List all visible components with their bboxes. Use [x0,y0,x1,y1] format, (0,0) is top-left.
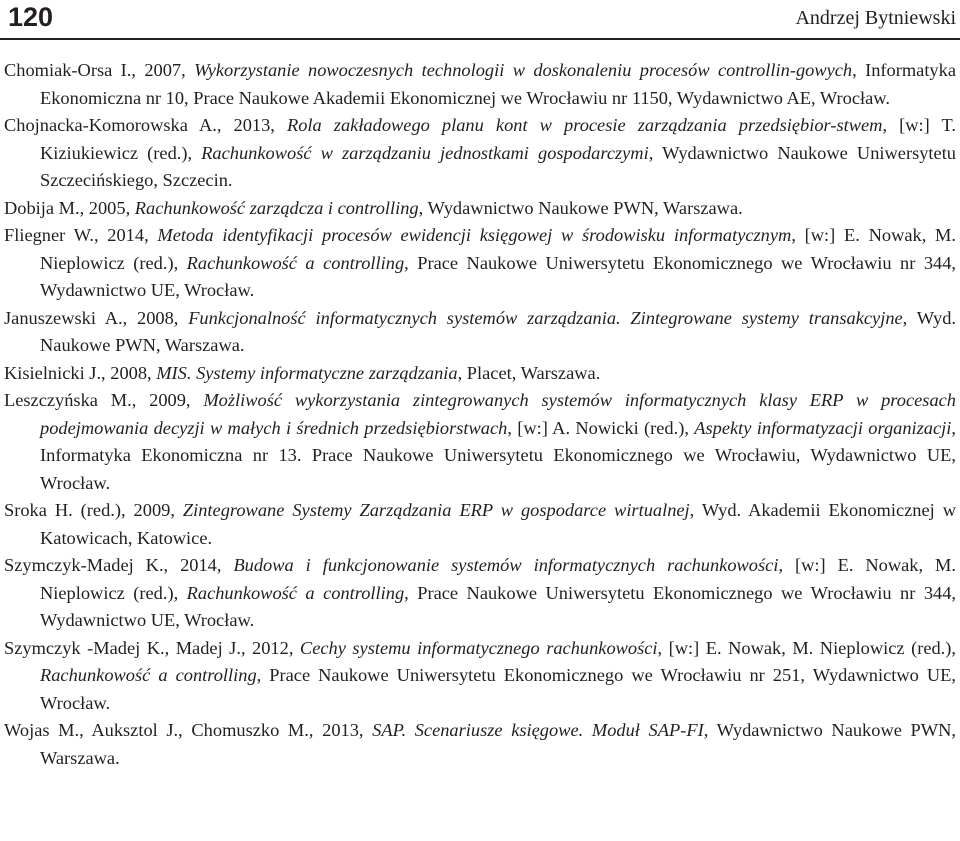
reference-title: Rachunkowość a controlling [186,252,405,273]
reference-title: Rachunkowość a controlling [40,665,257,685]
reference-entry [0,360,956,388]
reference-text: Szymczyk-Madej K., 2014, [4,555,234,575]
reference-text: , [w:] A. Nowicki (red.), [507,417,695,438]
reference-title: Rachunkowość a controlling [186,582,405,603]
reference-entry [0,552,956,635]
reference-text: Leszczyńska M., 2009, [4,390,204,410]
reference-text: , [w:] E. Nowak, M. Nieplowicz (red.), [657,637,956,658]
reference-title: Zintegrowane Systemy Zarządzania ERP w gospodarce wirtualnej [182,500,690,520]
reference-text: , [w:] E. Nowak, M. Nieplowicz (red.), [40,555,956,603]
reference-entry [0,497,956,552]
reference-text: Chomiak-Orsa I., 2007, [4,60,195,80]
reference-title: SAP. Scenariusze księgowe. Moduł SAP-FI [372,720,704,740]
reference-text: Fliegner W., 2014, [4,225,158,245]
reference-entry [0,717,956,772]
page-header [0,0,960,36]
reference-text: , Informatyka Ekonomiczna nr 13. Prace Naukowe Uniwersytetu Ekonomicznego we Wrocławiu, Wydawnictwo UE, Wrocław. [40,417,956,493]
reference-title: MIS. Systemy informatyczne zarządzania [156,362,458,383]
reference-entry [0,387,956,497]
reference-entry [0,305,956,360]
reference-title: Funkcjonalność informatycznych systemów zarządzania. Zintegrowane systemy transakcyjne [188,307,903,328]
bibliography-list [0,57,956,772]
reference-text: , [w:] T. Kiziukiewicz (red.), [40,115,956,163]
reference-text: Szymczyk -Madej K., Madej J., 2012, [4,637,300,658]
running-head-author: Andrzej Bytniewski [795,7,956,29]
header-rule [0,38,960,40]
reference-title: Cechy systemu informatycznego rachunkowości [299,637,658,658]
reference-text: , Informatyka Ekonomiczna nr 10, Prace Naukowe Akademii Ekonomicznej we Wrocławiu nr 1150, Wydawnictwo AE, Wrocław. [40,60,956,108]
reference-text: , [w:] E. Nowak, M. Nieplowicz (red.), [40,225,956,273]
reference-text: , Prace Naukowe Uniwersytetu Ekonomicznego we Wrocławiu nr 344, Wydawnictwo UE, Wrocław. [40,582,957,630]
reference-title: Wykorzystanie nowoczesnych technologii w doskonaleniu procesów controllin-gowych [194,60,853,80]
reference-text: , Wydawnictwo Naukowe PWN, Warszawa. [40,720,957,768]
reference-entry [0,195,956,223]
reference-text: Kisielnicki J., 2008, [4,362,157,383]
page-number: 120 [8,2,54,32]
reference-text: , Prace Naukowe Uniwersytetu Ekonomicznego we Wrocławiu nr 251, Wydawnictwo UE, Wrocław. [40,665,956,713]
reference-entry [0,112,956,195]
reference-title: Metoda identyfikacji procesów ewidencji księgowej w środowisku informatycznym [157,225,792,245]
reference-text: , Placet, Warszawa. [457,362,601,383]
reference-title: Rachunkowość w zarządzaniu jednostkami gospodarczymi [201,142,649,163]
reference-text: Chojnacka-Komorowska A., 2013, [4,115,287,135]
reference-text: , Wyd. Naukowe PWN, Warszawa. [40,307,956,355]
reference-entry [0,222,956,305]
reference-entry [0,635,956,718]
reference-title: Rola zakładowego planu kont w procesie zarządzania przedsiębior-stwem [286,115,883,135]
reference-text: , Wyd. Akademii Ekonomicznej w Katowicach, Katowice. [40,500,956,548]
reference-title: Aspekty informatyzacji organizacji [694,417,952,438]
reference-title: Rachunkowość zarządcza i controlling [134,197,419,218]
reference-text: , Wydawnictwo Naukowe Uniwersytetu Szczecińskiego, Szczecin. [40,142,957,190]
reference-title: Możliwość wykorzystania zintegrowanych systemów informatycznych klasy ERP w procesach podejmowania decyzji w małych i średnich przedsiębiorstwach [40,390,956,438]
reference-text: , Wydawnictwo Naukowe PWN, Warszawa. [418,197,743,218]
reference-text: Sroka H. (red.), 2009, [4,500,183,520]
reference-entry [0,57,956,112]
reference-text: , Prace Naukowe Uniwersytetu Ekonomicznego we Wrocławiu nr 344, Wydawnictwo UE, Wrocław. [40,252,957,300]
reference-text: Dobija M., 2005, [4,197,135,218]
reference-text: Januszewski A., 2008, [4,307,189,328]
reference-title: Budowa i funkcjonowanie systemów informatycznych rachunkowości [233,555,779,575]
reference-text: Wojas M., Auksztol J., Chomuszko M., 2013, [4,720,373,740]
